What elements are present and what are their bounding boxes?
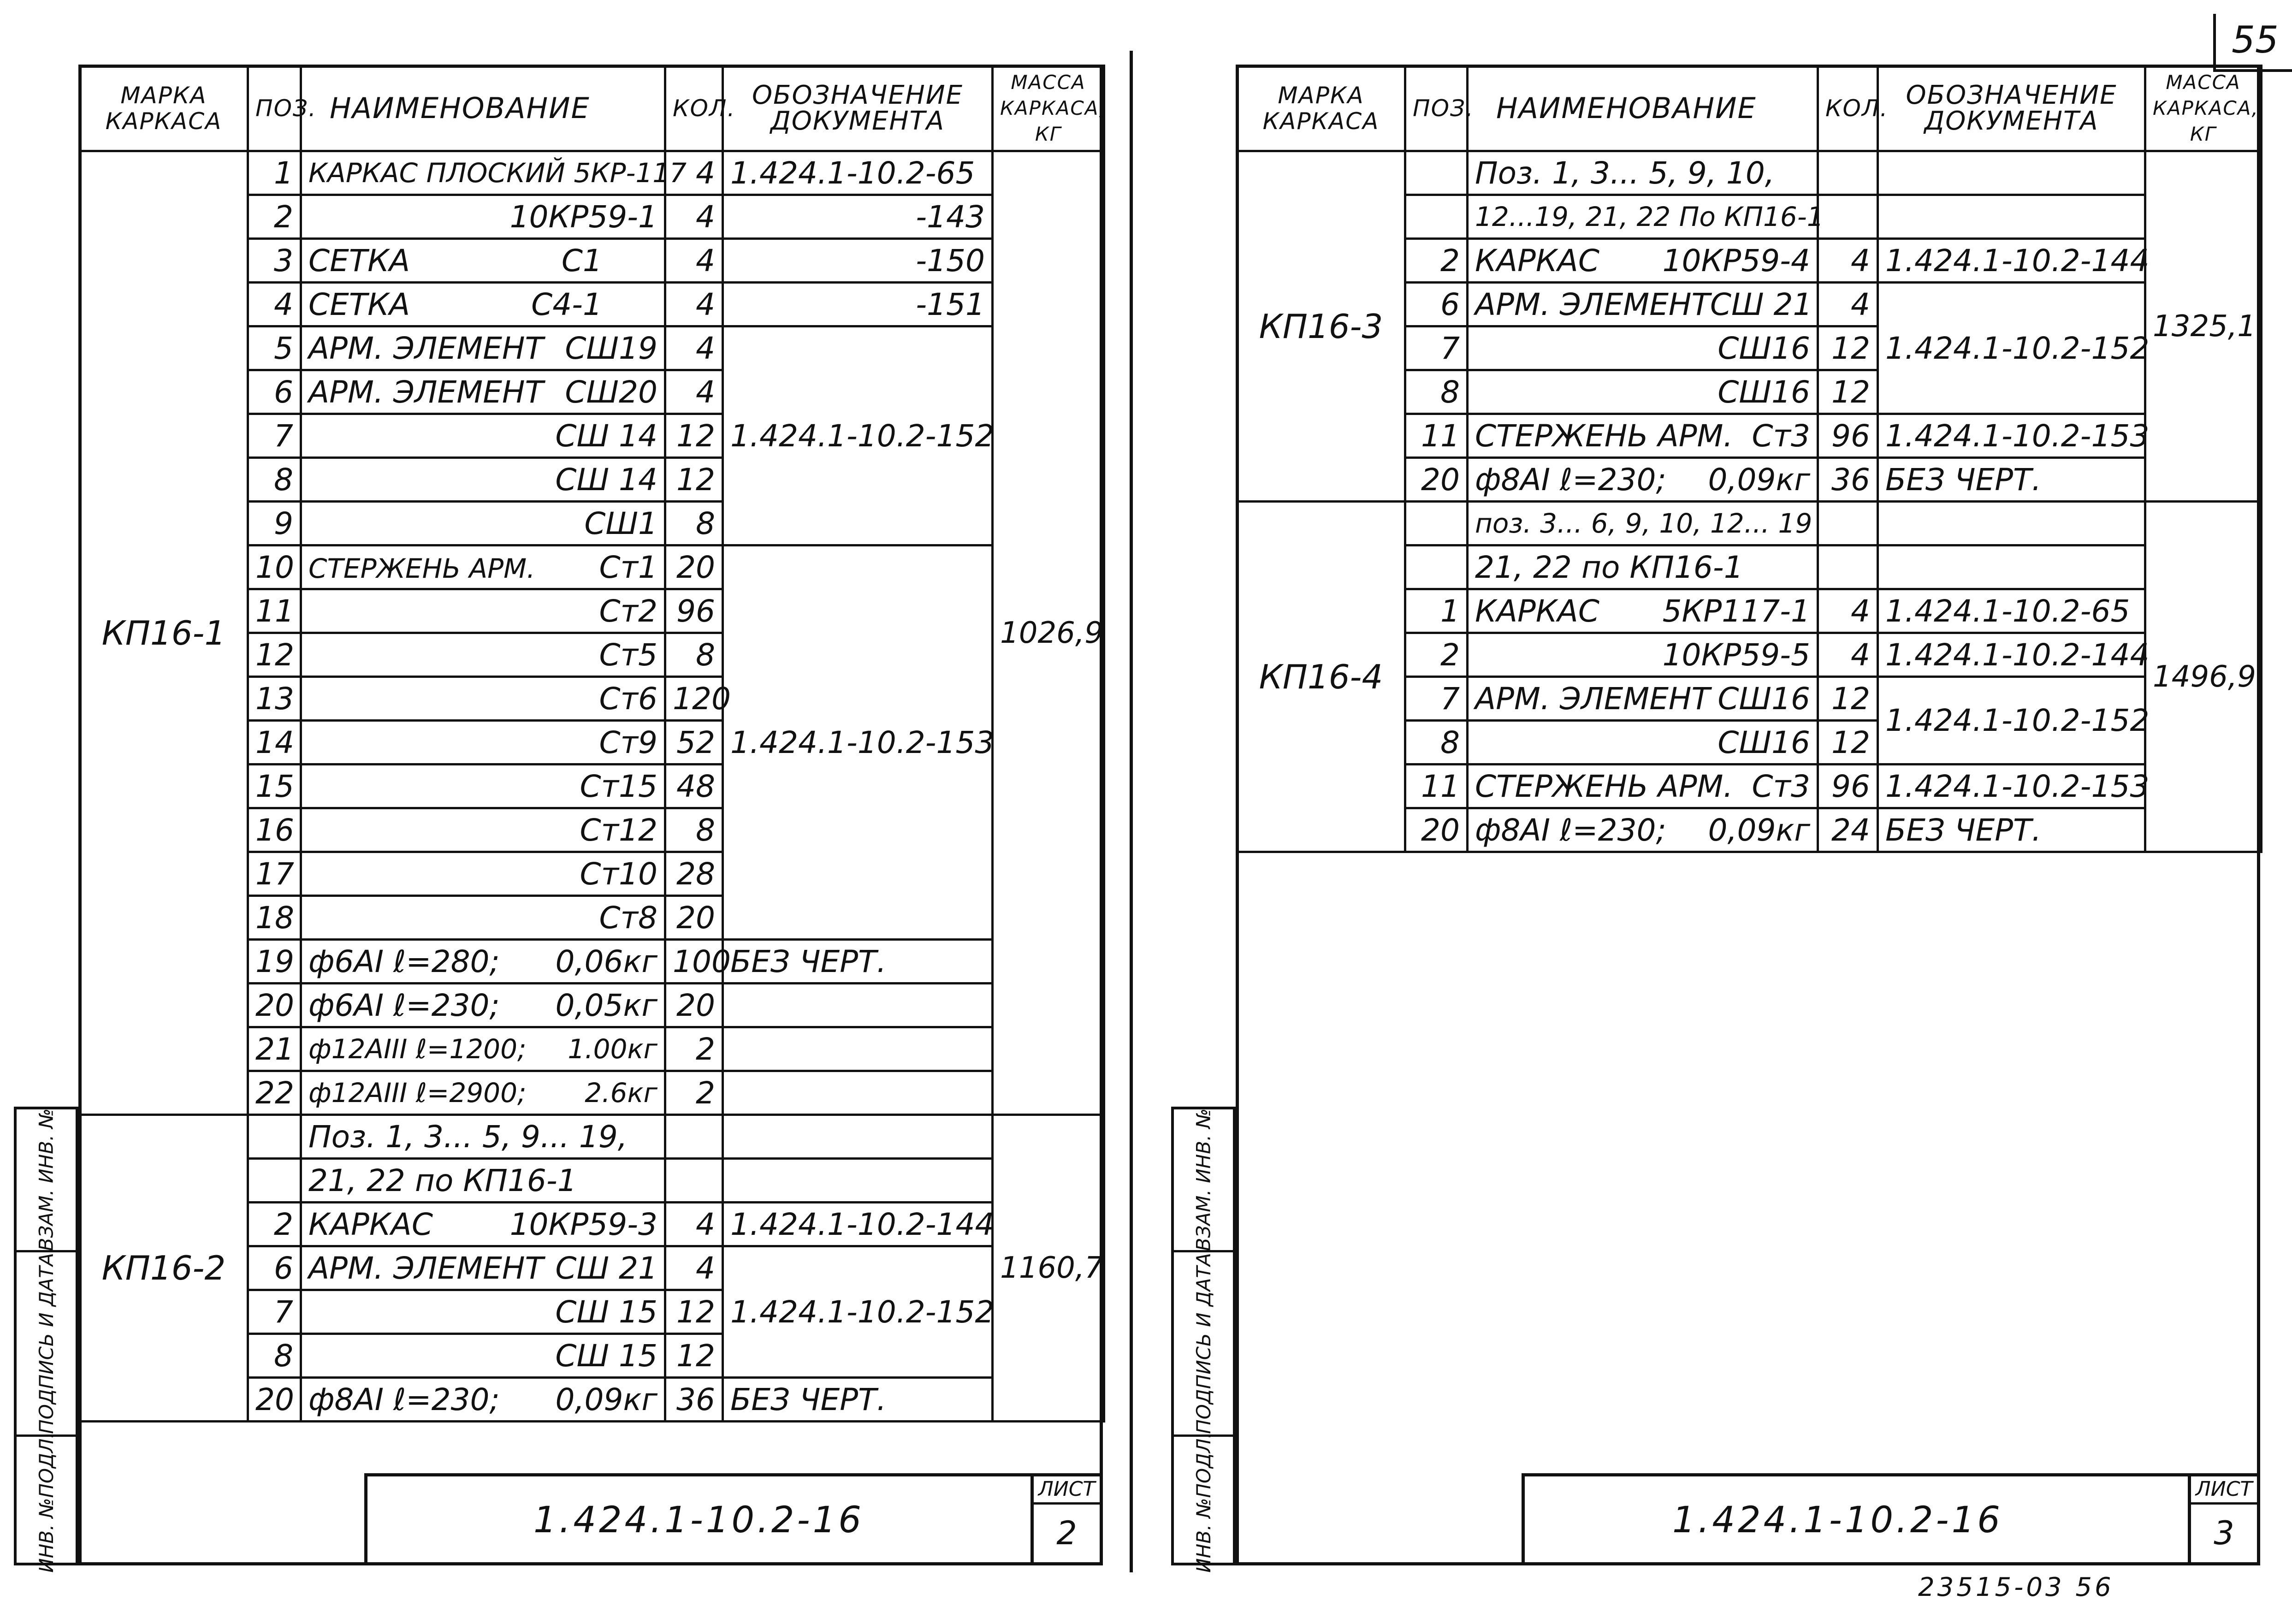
page-number-tick [2213,14,2216,72]
table-row: 8 СШ 15 12 [80,1334,1104,1378]
stamp-podpis: ПОДПИСЬ И ДАТА [1174,1252,1233,1437]
table-row: 15 Ст15 48 [80,765,1104,808]
table-row: 5 АРМ. ЭЛЕМЕНТ СШ19 4 1.424.1-10.2-152 [80,326,1104,370]
table-row: 17 Ст10 28 [80,852,1104,896]
mark-kp16-1: КП16-1 [80,151,248,1115]
table-row: 20 ф8АI ℓ=230; 0,09кг 24 БЕЗ ЧЕРТ. [1237,808,2262,852]
header-doc: ОБОЗНАЧЕНИЕ ДОКУМЕНТА [1878,66,2145,151]
doc-code: 1.424.1-10.2-16 [1672,1500,2003,1541]
row-name: Ст9 [301,721,665,765]
row-name: СШ16 [1468,326,1818,370]
row-name: СШ 14 [301,458,665,502]
left-title-box [364,1473,1103,1565]
row-name: КАРКАС 10КР59-3 [301,1203,665,1246]
table-row: 11 СТЕРЖЕНЬ АРМ. Ст3 96 1.424.1-10.2-153 [1237,765,2262,808]
table-row: 16 Ст12 8 [80,808,1104,852]
row-name: АРМ. ЭЛЕМЕНТ СШ20 [301,370,665,414]
row-name: Ст2 [301,589,665,633]
table-row: 7 СШ 15 12 [80,1290,1104,1334]
row-name: Ст8 [301,896,665,940]
row-name: Ст10 [301,852,665,896]
table-row: 6 АРМ. ЭЛЕМЕНТ СШ20 4 [80,370,1104,414]
sheet-cell [1031,1476,1100,1562]
row-name: АРМ. ЭЛЕМЕНТ СШ16 [1468,677,1818,721]
mark-kp16-2: КП16-2 [80,1115,248,1422]
table-row: 11 Ст2 96 [80,589,1104,633]
header-pos: ПОЗ. [1405,66,1468,151]
mass-kp16-1: 1026,9 [993,151,1104,1115]
table-row: 6 АРМ. ЭЛЕМЕНТ СШ 21 4 1.424.1-10.2-152 [80,1246,1104,1290]
note-line-2: 21, 22 по КП16-1 [1468,545,1818,589]
table-row: 2 КАРКАС 10КР59-3 4 1.424.1-10.2-144 [80,1203,1104,1246]
row-name: СШ1 [301,502,665,545]
row-name: СШ 14 [301,414,665,458]
table-row: 3 СЕТКА С1 4 -150 [80,239,1104,283]
table-row: 8 СШ16 12 [1237,370,2262,414]
table-row: 4 СЕТКА С4-1 4 -151 [80,283,1104,326]
stamp-vzam: ВЗАМ. ИНВ. № [17,1109,76,1252]
row-name: АРМ. ЭЛЕМЕНТ СШ 21 [1468,283,1818,326]
table-row: 21 ф12АIII ℓ=1200; 1.00кг 2 [80,1027,1104,1071]
table-row: 18 Ст8 20 [80,896,1104,940]
row-name: ф6АI ℓ=280; 0,06кг [301,940,665,984]
mass-kp16-3: 1325,1 [2145,151,2262,502]
center-divider [1130,51,1133,1572]
doc-152: 1.424.1-10.2-152 [1878,283,2145,414]
row-name: СТЕРЖЕНЬ АРМ. Ст3 [1468,414,1818,458]
mass-kp16-4: 1496,9 [2145,502,2262,852]
table-row: 22 ф12АIII ℓ=2900; 2.6кг 2 [80,1071,1104,1115]
row-name: 10КР59-5 [1468,633,1818,677]
mark-kp16-3: КП16-3 [1237,151,1405,502]
row-name: Ст5 [301,633,665,677]
sheet-number: 3 [2214,1514,2234,1552]
row-name: ф8АI ℓ=230; 0,09кг [1468,458,1818,502]
table-row: 13 Ст6 120 [80,677,1104,721]
row-name: КАРКАС 10КР59-4 [1468,239,1818,283]
page-number: 55 [2232,18,2279,61]
row-name: ф6АI ℓ=230; 0,05кг [301,984,665,1027]
row-name: СШ16 [1468,721,1818,765]
header-name: НАИМЕНОВАНИЕ [1468,66,1818,151]
row-name: Ст6 [301,677,665,721]
row-name: КАРКАС ПЛОСКИЙ 5КР-117 [301,151,665,195]
note-line-1: поз. 3... 6, 9, 10, 12... 19 [1468,502,1818,545]
sheet-label: ЛИСТ [1034,1476,1100,1505]
stamp-podpis: ПОДПИСЬ И ДАТА [17,1252,76,1437]
row-name: СШ 15 [301,1334,665,1378]
row-name: СЕТКА С4-1 [301,283,665,326]
table-row: 2 10КР59-5 4 1.424.1-10.2-144 [1237,633,2262,677]
table-row: 2 КАРКАС 10КР59-4 4 1.424.1-10.2-144 [1237,239,2262,283]
table-row: 6 АРМ. ЭЛЕМЕНТ СШ 21 4 1.424.1-10.2-152 [1237,283,2262,326]
header-doc: ОБОЗНАЧЕНИЕ ДОКУМЕНТА [723,66,993,151]
table-row: 12 Ст5 8 [80,633,1104,677]
table-row [1237,502,2262,545]
table-row: 7 АРМ. ЭЛЕМЕНТ СШ16 12 1.424.1-10.2-152 [1237,677,2262,721]
stamp-inv: ИНВ. №ПОДЛ. [1192,1432,1215,1573]
doc-152: 1.424.1-10.2-152 [1878,677,2145,765]
table-row: 7 СШ16 12 [1237,326,2262,370]
right-spec-table [1236,65,2262,853]
row-name: ф12АIII ℓ=1200; 1.00кг [301,1027,665,1071]
note-line-2: 21, 22 по КП16-1 [301,1159,665,1203]
header-qty: КОЛ. [665,66,723,151]
row-name: СТЕРЖЕНЬ АРМ. Ст1 [301,545,665,589]
row-name: АРМ. ЭЛЕМЕНТ СШ19 [301,326,665,370]
table-row: 8 СШ16 12 [1237,721,2262,765]
table-row: 20 ф8АI ℓ=230; 0,09кг 36 БЕЗ ЧЕРТ. [1237,458,2262,502]
sheet-cell [2188,1476,2257,1562]
left-stamp-strip [14,1107,78,1573]
doc-152: 1.424.1-10.2-152 [723,326,993,545]
row-name: 10КР59-1 [301,195,665,239]
right-title-box [1522,1473,2260,1565]
header-mark: МАРКА КАРКАСА [80,66,248,151]
row-name: ф12АIII ℓ=2900; 2.6кг [301,1071,665,1115]
sheet-number: 2 [1056,1514,1077,1552]
table-row: 10 СТЕРЖЕНЬ АРМ. Ст1 20 1.424.1-10.2-153 [80,545,1104,589]
row-name: СШ 15 [301,1290,665,1334]
right-stamp-strip [1171,1107,1236,1573]
row-name: СШ16 [1468,370,1818,414]
table-row: 9 СШ1 8 [80,502,1104,545]
table-row: 14 Ст9 52 [80,721,1104,765]
row-name: Ст15 [301,765,665,808]
table-row [1237,151,2262,195]
note-line-2: 12...19, 21, 22 По КП16-1 [1468,195,1818,239]
row-name: Ст12 [301,808,665,852]
row-name: КАРКАС 5КР117-1 [1468,589,1818,633]
header-pos: ПОЗ. [248,66,301,151]
table-row: 19 ф6АI ℓ=280; 0,06кг 100 БЕЗ ЧЕРТ. [80,940,1104,984]
row-name: ф8АI ℓ=230; 0,09кг [301,1378,665,1422]
doc-code: 1.424.1-10.2-16 [533,1500,864,1541]
header-name: НАИМЕНОВАНИЕ [301,66,665,151]
row-name: АРМ. ЭЛЕМЕНТ СШ 21 [301,1246,665,1290]
table-row: 1 КАРКАС 5КР117-1 4 1.424.1-10.2-65 [1237,589,2262,633]
mark-kp16-4: КП16-4 [1237,502,1405,852]
note-line-1: Поз. 1, 3... 5, 9... 19, [301,1115,665,1159]
stamp-vzam: ВЗАМ. ИНВ. № [1174,1109,1233,1252]
mass-kp16-2: 1160,7 [993,1115,1104,1422]
table-row: 2 10КР59-1 4 -143 [80,195,1104,239]
row-name: СЕТКА С1 [301,239,665,283]
left-spec-table [78,65,1105,1422]
table-row: КП16-1 1 КАРКАС ПЛОСКИЙ 5КР-117 4 1.424.1-10.2-65 1026,9 [80,151,1104,195]
stamp-inv: ИНВ. №ПОДЛ. [35,1432,58,1573]
header-mark: МАРКА КАРКАСА [1237,66,1405,151]
row-name: ф8АI ℓ=230; 0,09кг [1468,808,1818,852]
doc-152: 1.424.1-10.2-152 [723,1246,993,1378]
header-mass: МАССА КАРКАСА, КГ [993,66,1104,151]
table-row [80,1115,1104,1159]
table-row: 7 СШ 14 12 [80,414,1104,458]
note-line-1: Поз. 1, 3... 5, 9, 10, [1468,151,1818,195]
doc-153: 1.424.1-10.2-153 [723,545,993,940]
header-qty: КОЛ. [1818,66,1878,151]
footer-code: 23515-03 56 [1918,1572,2114,1602]
table-row: 11 СТЕРЖЕНЬ АРМ. Ст3 96 1.424.1-10.2-153 [1237,414,2262,458]
table-row: 20 ф8АI ℓ=230; 0,09кг 36 БЕЗ ЧЕРТ. [80,1378,1104,1422]
table-row: 8 СШ 14 12 [80,458,1104,502]
row-name: СТЕРЖЕНЬ АРМ. Ст3 [1468,765,1818,808]
table-row: 20 ф6АI ℓ=230; 0,05кг 20 [80,984,1104,1027]
sheet-label: ЛИСТ [2191,1476,2257,1505]
header-mass: МАССА КАРКАСА, КГ [2145,66,2262,151]
